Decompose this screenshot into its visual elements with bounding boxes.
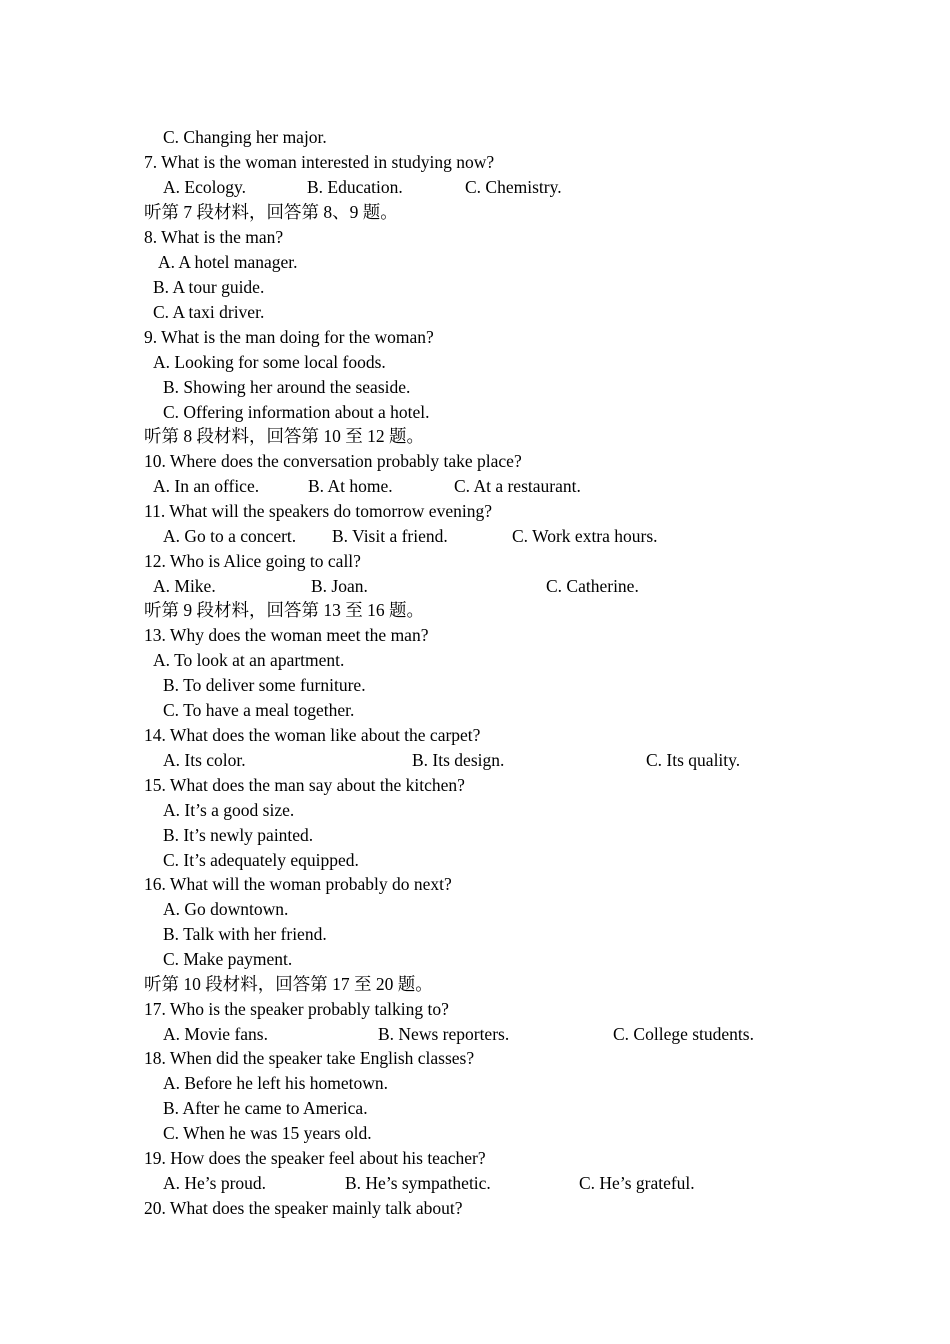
question-11: 11. What will the speakers do tomorrow evening? (144, 501, 492, 521)
option-14c: C. Its quality. (646, 750, 741, 770)
question-12: 12. Who is Alice going to call? (144, 551, 361, 571)
option-6c: C. Changing her major. (163, 127, 327, 147)
option-9a: A. Looking for some local foods. (153, 352, 386, 372)
question-18: 18. When did the speaker take English classes? (144, 1048, 475, 1068)
option-18c: C. When he was 15 years old. (163, 1123, 372, 1143)
option-15b: B. It’s newly painted. (163, 825, 314, 845)
question-14: 14. What does the woman like about the carpet? (144, 725, 481, 745)
option-14b: B. Its design. (412, 750, 505, 770)
option-13c: C. To have a meal together. (163, 700, 355, 720)
option-12a: A. Mike. (153, 576, 216, 596)
option-7c: C. Chemistry. (465, 177, 562, 197)
question-7: 7. What is the woman interested in studying now? (144, 152, 495, 172)
question-15: 15. What does the man say about the kitchen? (144, 775, 465, 795)
question-17: 17. Who is the speaker probably talking to? (144, 999, 449, 1019)
option-11c: C. Work extra hours. (512, 526, 658, 546)
option-14a: A. Its color. (163, 750, 246, 770)
option-10a: A. In an office. (153, 476, 260, 496)
option-16a: A. Go downtown. (163, 899, 289, 919)
option-8c: C. A taxi driver. (153, 302, 265, 322)
option-9b: B. Showing her around the seaside. (163, 377, 411, 397)
section-header-7: 听第 7 段材料，回答第 8、9 题。 (144, 202, 398, 222)
option-10c: C. At a restaurant. (454, 476, 581, 496)
question-13: 13. Why does the woman meet the man? (144, 625, 429, 645)
section-header-9: 听第 9 段材料，回答第 13 至 16 题。 (144, 600, 424, 620)
option-17b: B. News reporters. (378, 1024, 510, 1044)
section-header-8: 听第 8 段材料，回答第 10 至 12 题。 (144, 426, 424, 446)
option-19b: B. He’s sympathetic. (345, 1173, 491, 1193)
question-9: 9. What is the man doing for the woman? (144, 327, 434, 347)
option-19a: A. He’s proud. (163, 1173, 267, 1193)
option-8b: B. A tour guide. (153, 277, 265, 297)
question-10: 10. Where does the conversation probably take place? (144, 451, 522, 471)
option-13a: A. To look at an apartment. (153, 650, 345, 670)
option-9c: C. Offering information about a hotel. (163, 402, 430, 422)
option-12b: B. Joan. (311, 576, 368, 596)
option-11b: B. Visit a friend. (332, 526, 448, 546)
option-17c: C. College students. (613, 1024, 754, 1044)
option-7b: B. Education. (307, 177, 403, 197)
option-10b: B. At home. (308, 476, 393, 496)
question-20: 20. What does the speaker mainly talk about? (144, 1198, 463, 1218)
option-8a: A. A hotel manager. (158, 252, 298, 272)
option-19c: C. He’s grateful. (579, 1173, 695, 1193)
question-19: 19. How does the speaker feel about his teacher? (144, 1148, 486, 1168)
option-15a: A. It’s a good size. (163, 800, 295, 820)
option-12c: C. Catherine. (546, 576, 639, 596)
section-header-10: 听第 10 段材料，回答第 17 至 20 题。 (144, 974, 433, 994)
option-15c: C. It’s adequately equipped. (163, 850, 359, 870)
option-18a: A. Before he left his hometown. (163, 1073, 389, 1093)
question-8: 8. What is the man? (144, 227, 284, 247)
option-11a: A. Go to a concert. (163, 526, 297, 546)
option-16c: C. Make payment. (163, 949, 293, 969)
option-18b: B. After he came to America. (163, 1098, 368, 1118)
option-13b: B. To deliver some furniture. (163, 675, 366, 695)
option-17a: A. Movie fans. (163, 1024, 268, 1044)
option-7a: A. Ecology. (163, 177, 246, 197)
question-16: 16. What will the woman probably do next? (144, 874, 452, 894)
option-16b: B. Talk with her friend. (163, 924, 327, 944)
